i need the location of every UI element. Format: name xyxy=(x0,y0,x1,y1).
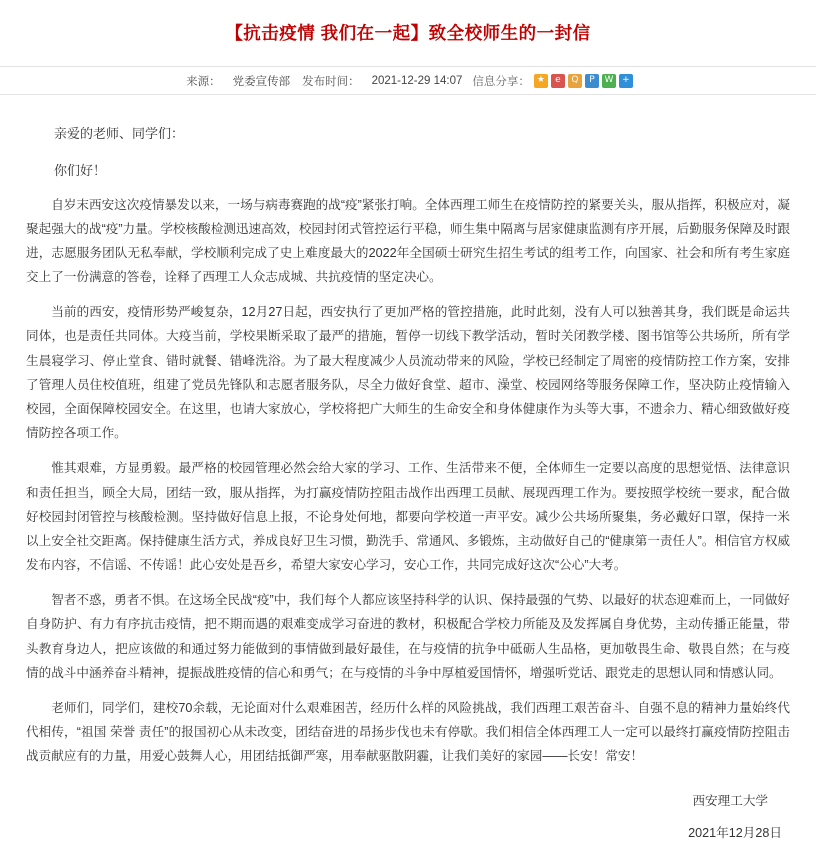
sina-weibo-icon[interactable]: e xyxy=(551,74,565,88)
qzone-icon[interactable]: Q xyxy=(568,74,582,88)
paragraph-2: 当前的西安，疫情形势严峻复杂，12月27日起，西安执行了更加严格的管控措施，此时此刻，没有人可以独善其身，我们既是命运共同体，也是责任共同体。大疫当前，学校果断采取了最严的措施，暂停一切线下教学活动，暂时关闭教学楼、图书馆等公共场所，所有学生晨寝学习、停止堂食、错时就餐、错峰洗浴。为了最大程度减少人员流动带来的风险，学校已经制定了周密的疫情防控工作方案，安排了管理人员住校值班，组建了党员先锋队和志愿者服务队，尽全力做好食堂、超市、澡堂、校园网络等服务保障工作，坚决防止疫情输入校园，全面保障校园安全。在这里，也请大家放心，学校将把广大师生的生命安全和身体健康作为头等大事，不遗余力、精心细致做好疫情防控各项工作。 xyxy=(26,305,790,441)
article-page xyxy=(0,12,816,841)
signature-organization: 西安理工大学 xyxy=(692,794,768,809)
tencent-weibo-icon[interactable]: P xyxy=(585,74,599,88)
more-share-icon[interactable]: + xyxy=(619,74,633,88)
paragraph-5: 老师们，同学们，建校70余载，无论面对什么艰难困苦，经历什么样的风险挑战，我们西理工艰苦奋斗、自强不息的精神力量始终代代相传，“祖国 荣誉 责任”的报国初心从未改变，团结奋进的昂扬步伐也未有停歇。我们相信全体西理工人一定可以最终打赢疫情防控阻击战贡献应有的力量，用爱心鼓舞人心，用团结抵御严寒，用奉献驱散阴霾，让我们美好的家园——长安！常安！ xyxy=(26,700,790,764)
favorite-star-icon[interactable]: ★ xyxy=(534,74,548,88)
salutation: 亲爱的老师、同学们： xyxy=(54,126,185,142)
wechat-icon[interactable]: W xyxy=(602,74,616,88)
source-value: 党委宣传部 xyxy=(232,75,291,88)
paragraph-1: 自岁末西安这次疫情暴发以来，一场与病毒赛跑的战“疫”紧张打响。全体西理工师生在疫情防控的紧要关头，服从指挥，积极应对，凝聚起强大的战“疫”力量。学校核酸检测迅速高效，校园封闭式管控运行平稳，师生集中隔离与居家健康监测有序开展，后勤服务保障及时跟进，志愿服务团队无私奉献，学校顺利完成了史上难度最大的2022年全国硕士研究生招生考试的组考工作，向国家、社会和所有考生家庭交上了一份满意的答卷，诠释了西理工人众志成城、共抗疫情的坚定决心。 xyxy=(26,197,791,285)
share-group xyxy=(472,73,636,89)
article-body xyxy=(0,95,816,841)
share-label: 信息分享： xyxy=(472,75,530,88)
signature-date: 2021年12月28日 xyxy=(688,826,782,841)
source-label: 来源： xyxy=(186,75,221,88)
publish-value: 2021-12-29 14:07 xyxy=(371,74,463,87)
greeting: 你们好！ xyxy=(54,162,107,178)
page-title: 【抗击疫情 我们在一起】致全校师生的一封信 xyxy=(225,22,591,43)
paragraph-3: 惟其艰难，方显勇毅。最严格的校园管理必然会给大家的学习、工作、生活带来不便，全体师生一定要以高度的思想觉悟、法律意识和责任担当，顾全大局，团结一致，服从指挥，为打赢疫情防控阻击战作出西理工员献、展现西理工作为。要按照学校统一要求，配合做好校园封闭管控与核酸检测。坚持做好信息上报，不论身处何地，都要向学校道一声平安。减少公共场所聚集，务必戴好口罩，保持一米以上安全社交距离。保持健康生活方式，养成良好卫生习惯，勤洗手、常通风、多锻炼，主动做好自己的“健康第一责任人”。相信官方权威发布内容，不信谣、不传谣！此心安处是吾乡，希望大家安心学习，安心工作，共同完成好这次“公心”大考。 xyxy=(26,461,791,573)
publish-label: 发布时间： xyxy=(302,75,360,88)
article-meta-bar xyxy=(0,66,816,95)
paragraph-4: 智者不惑，勇者不惧。在这场全民战“疫”中，我们每个人都应该坚持科学的认识、保持最强的气势、以最好的状态迎难而上，一同做好自身防护、有力有序抗击疫情，把不期而遇的艰难变成学习奋进的教材，积极配合学校力所能及及发挥属自身优势，主动传播正能量，带头教育身边人，把应该做的和通过努力能做到的事情做到最好最佳，在与疫情的抗争中砥砺人生品格，更加敬畏生命、敬畏自然；在与疫情的战斗中涵养奋斗精神，提振战胜疫情的信心和勇气；在与疫情的斗争中厚植爱国情怀，增强听党话、跟党走的思想认同和情感认同。 xyxy=(26,593,791,680)
